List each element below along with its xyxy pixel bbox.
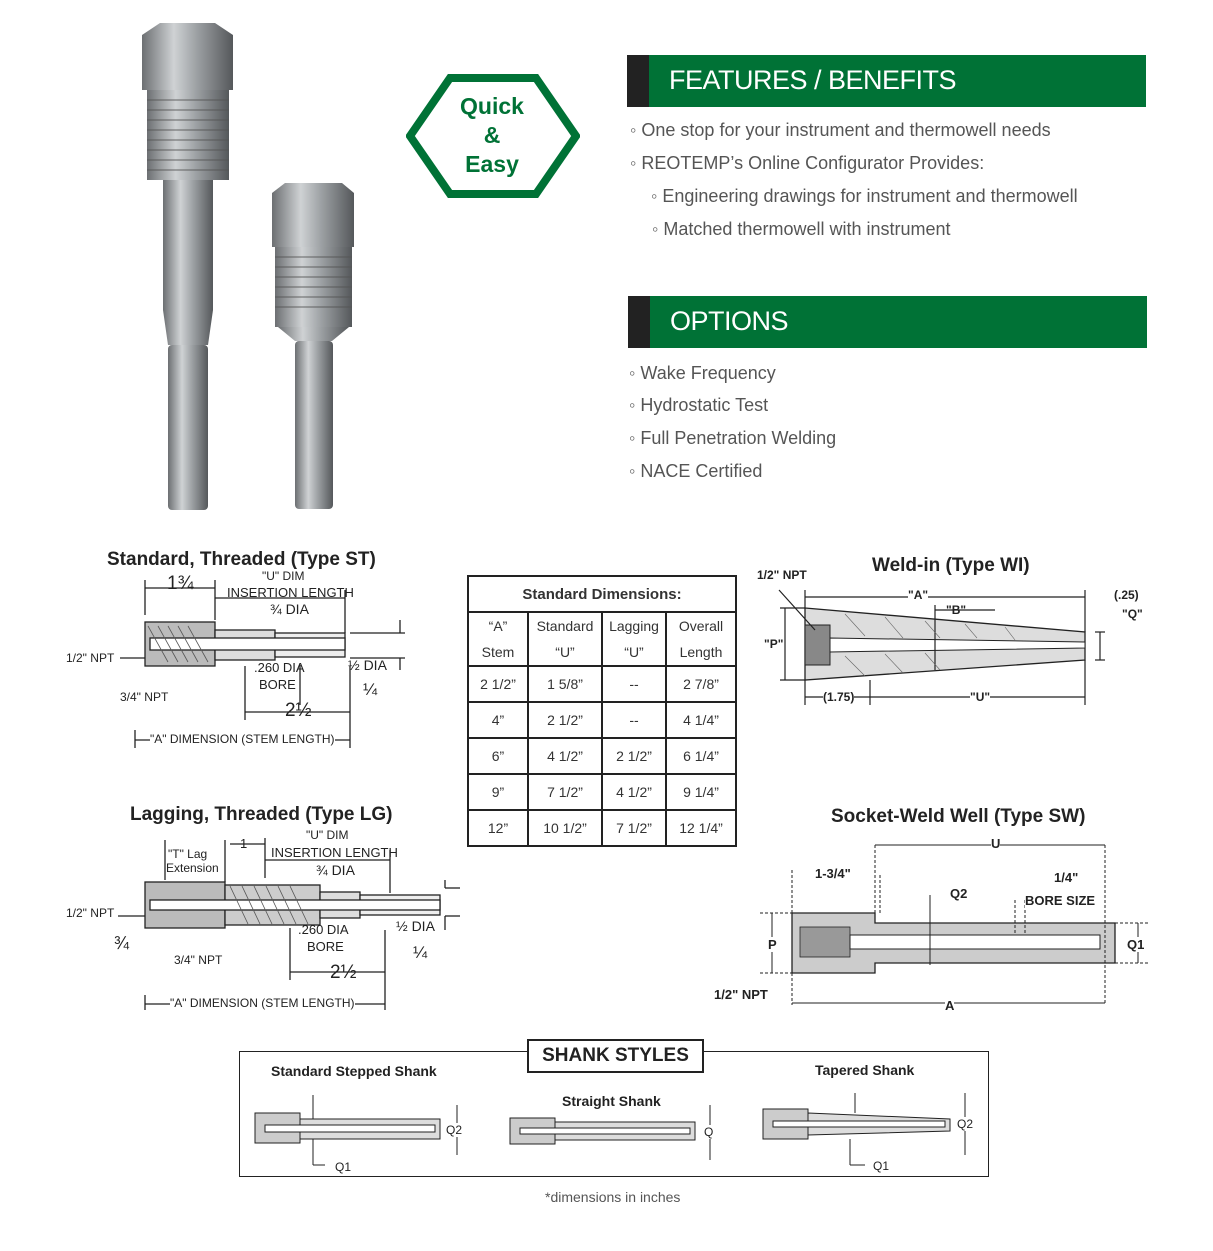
thermowell-photo (120, 15, 380, 515)
wi-a: "A" (908, 588, 929, 602)
st-dim-1-3-4: 1¾ (167, 573, 194, 594)
option-item: ◦ Full Penetration Welding (629, 428, 836, 449)
sw-drawing (760, 835, 1160, 1015)
sw-q2: Q2 (950, 886, 968, 901)
feature-subitem: ◦ Engineering drawings for instrument and thermowell (651, 186, 1078, 207)
table-header: Standard “U” (528, 612, 602, 666)
wi-b: "B" (946, 603, 967, 617)
sw-title: Socket-Weld Well (Type SW) (831, 806, 1086, 827)
st-insertion: INSERTION LENGTH (227, 585, 354, 600)
wi-p: "P" (764, 637, 784, 651)
banner-stripe (628, 296, 650, 348)
sw-q1: Q1 (1127, 937, 1145, 952)
sw-bore: BORE SIZE (1025, 893, 1096, 908)
shank-q: Q (704, 1125, 714, 1139)
st-npt12: 1/2" NPT (66, 651, 115, 665)
st-bore: BORE (259, 677, 296, 692)
lg-three-quarter: ¾ (114, 933, 130, 953)
wi-q: "Q" (1122, 607, 1143, 621)
shank-q2-b: Q2 (957, 1117, 974, 1131)
st-dia12: ½ DIA (348, 657, 387, 673)
lg-u-dim: "U" DIM (306, 828, 349, 842)
st-bore-dia: .260 DIA (254, 660, 305, 675)
options-banner (628, 296, 1147, 348)
table-title: Standard Dimensions: (468, 576, 736, 612)
st-two-half: 2½ (285, 700, 312, 721)
feature-item: ◦ REOTEMP’s Online Configurator Provides: (630, 153, 984, 174)
st-npt34: 3/4" NPT (120, 690, 169, 704)
table-row: 12” 10 1/2” 7 1/2” 12 1/4” (468, 810, 736, 846)
lg-t-lag: "T" Lag (168, 847, 208, 861)
st-title: Standard, Threaded (Type ST) (107, 549, 376, 570)
shank-q1-b: Q1 (873, 1159, 890, 1173)
shank-stepped-label: Standard Stepped Shank (271, 1063, 437, 1079)
table-row: 4” 2 1/2” -- 4 1/4” (468, 702, 736, 738)
table-row: 6” 4 1/2” 2 1/2” 6 1/4” (468, 738, 736, 774)
st-u-dim: "U" DIM (262, 569, 305, 583)
shank-straight-label: Straight Shank (562, 1093, 661, 1109)
lg-npt12: 1/2" NPT (66, 906, 115, 920)
lg-dia34: ¾ DIA (316, 862, 355, 878)
wi-25: (.25) (1114, 588, 1139, 602)
features-title: FEATURES / BENEFITS (669, 65, 957, 95)
table-header: Lagging “U” (602, 612, 666, 666)
sw-npt: 1/2" NPT (714, 987, 768, 1002)
wi-title: Weld-in (Type WI) (872, 555, 1030, 576)
sw-p: P (768, 937, 777, 952)
lg-quarter: ¼ (413, 943, 428, 962)
lg-npt34: 3/4" NPT (174, 953, 223, 967)
st-quarter: ¼ (363, 680, 378, 699)
lg-title: Lagging, Threaded (Type LG) (130, 804, 393, 825)
badge-line-1: Quick (460, 93, 524, 119)
shank-q1-a: Q1 (335, 1160, 352, 1174)
lg-dia12: ½ DIA (396, 918, 435, 934)
wi-npt: 1/2" NPT (757, 568, 807, 582)
option-item: ◦ Hydrostatic Test (629, 395, 768, 416)
sw-134: 1-3/4" (815, 866, 851, 881)
badge-text (440, 92, 544, 179)
lg-bore: BORE (307, 939, 344, 954)
lg-bore-dia: .260 DIA (298, 922, 349, 937)
lg-one: 1 (240, 836, 248, 851)
feature-subitem: ◦ Matched thermowell with instrument (652, 219, 951, 240)
lg-two-half: 2½ (330, 962, 357, 983)
footnote: *dimensions in inches (545, 1189, 681, 1205)
option-item: ◦ Wake Frequency (629, 363, 776, 384)
banner-stripe (627, 55, 649, 107)
wi-drawing (755, 580, 1155, 710)
options-title: OPTIONS (670, 306, 789, 336)
lg-a-dimension: "A" DIMENSION (STEM LENGTH) (170, 996, 355, 1010)
table-header: “A” Stem (468, 612, 528, 666)
features-banner (627, 55, 1146, 107)
st-dia34: ¾ DIA (270, 601, 309, 617)
sw-14: 1/4" (1054, 870, 1079, 885)
table-row: 2 1/2” 1 5/8” -- 2 7/8” (468, 666, 736, 702)
table-row: 9” 7 1/2” 4 1/2” 9 1/4” (468, 774, 736, 810)
sw-a: A (945, 998, 955, 1013)
sw-u: U (991, 836, 1001, 851)
wi-u: "U" (970, 690, 991, 704)
option-item: ◦ NACE Certified (629, 461, 762, 482)
table-header-row (468, 612, 736, 666)
shank-tapered-label: Tapered Shank (815, 1062, 915, 1078)
badge-line-2: & (483, 122, 501, 148)
st-a-dimension: "A" DIMENSION (STEM LENGTH) (150, 732, 335, 746)
lg-extension: Extension (166, 861, 219, 875)
lg-insertion: INSERTION LENGTH (271, 845, 398, 860)
shank-q2-a: Q2 (446, 1123, 463, 1137)
feature-item: ◦ One stop for your instrument and thermowell needs (630, 120, 1051, 141)
table-header: Overall Length (666, 612, 736, 666)
standard-dimensions-table (467, 575, 737, 847)
wi-175: (1.75) (823, 690, 855, 704)
badge-line-3: Easy (465, 151, 519, 177)
shank-styles-title: SHANK STYLES (527, 1039, 704, 1073)
